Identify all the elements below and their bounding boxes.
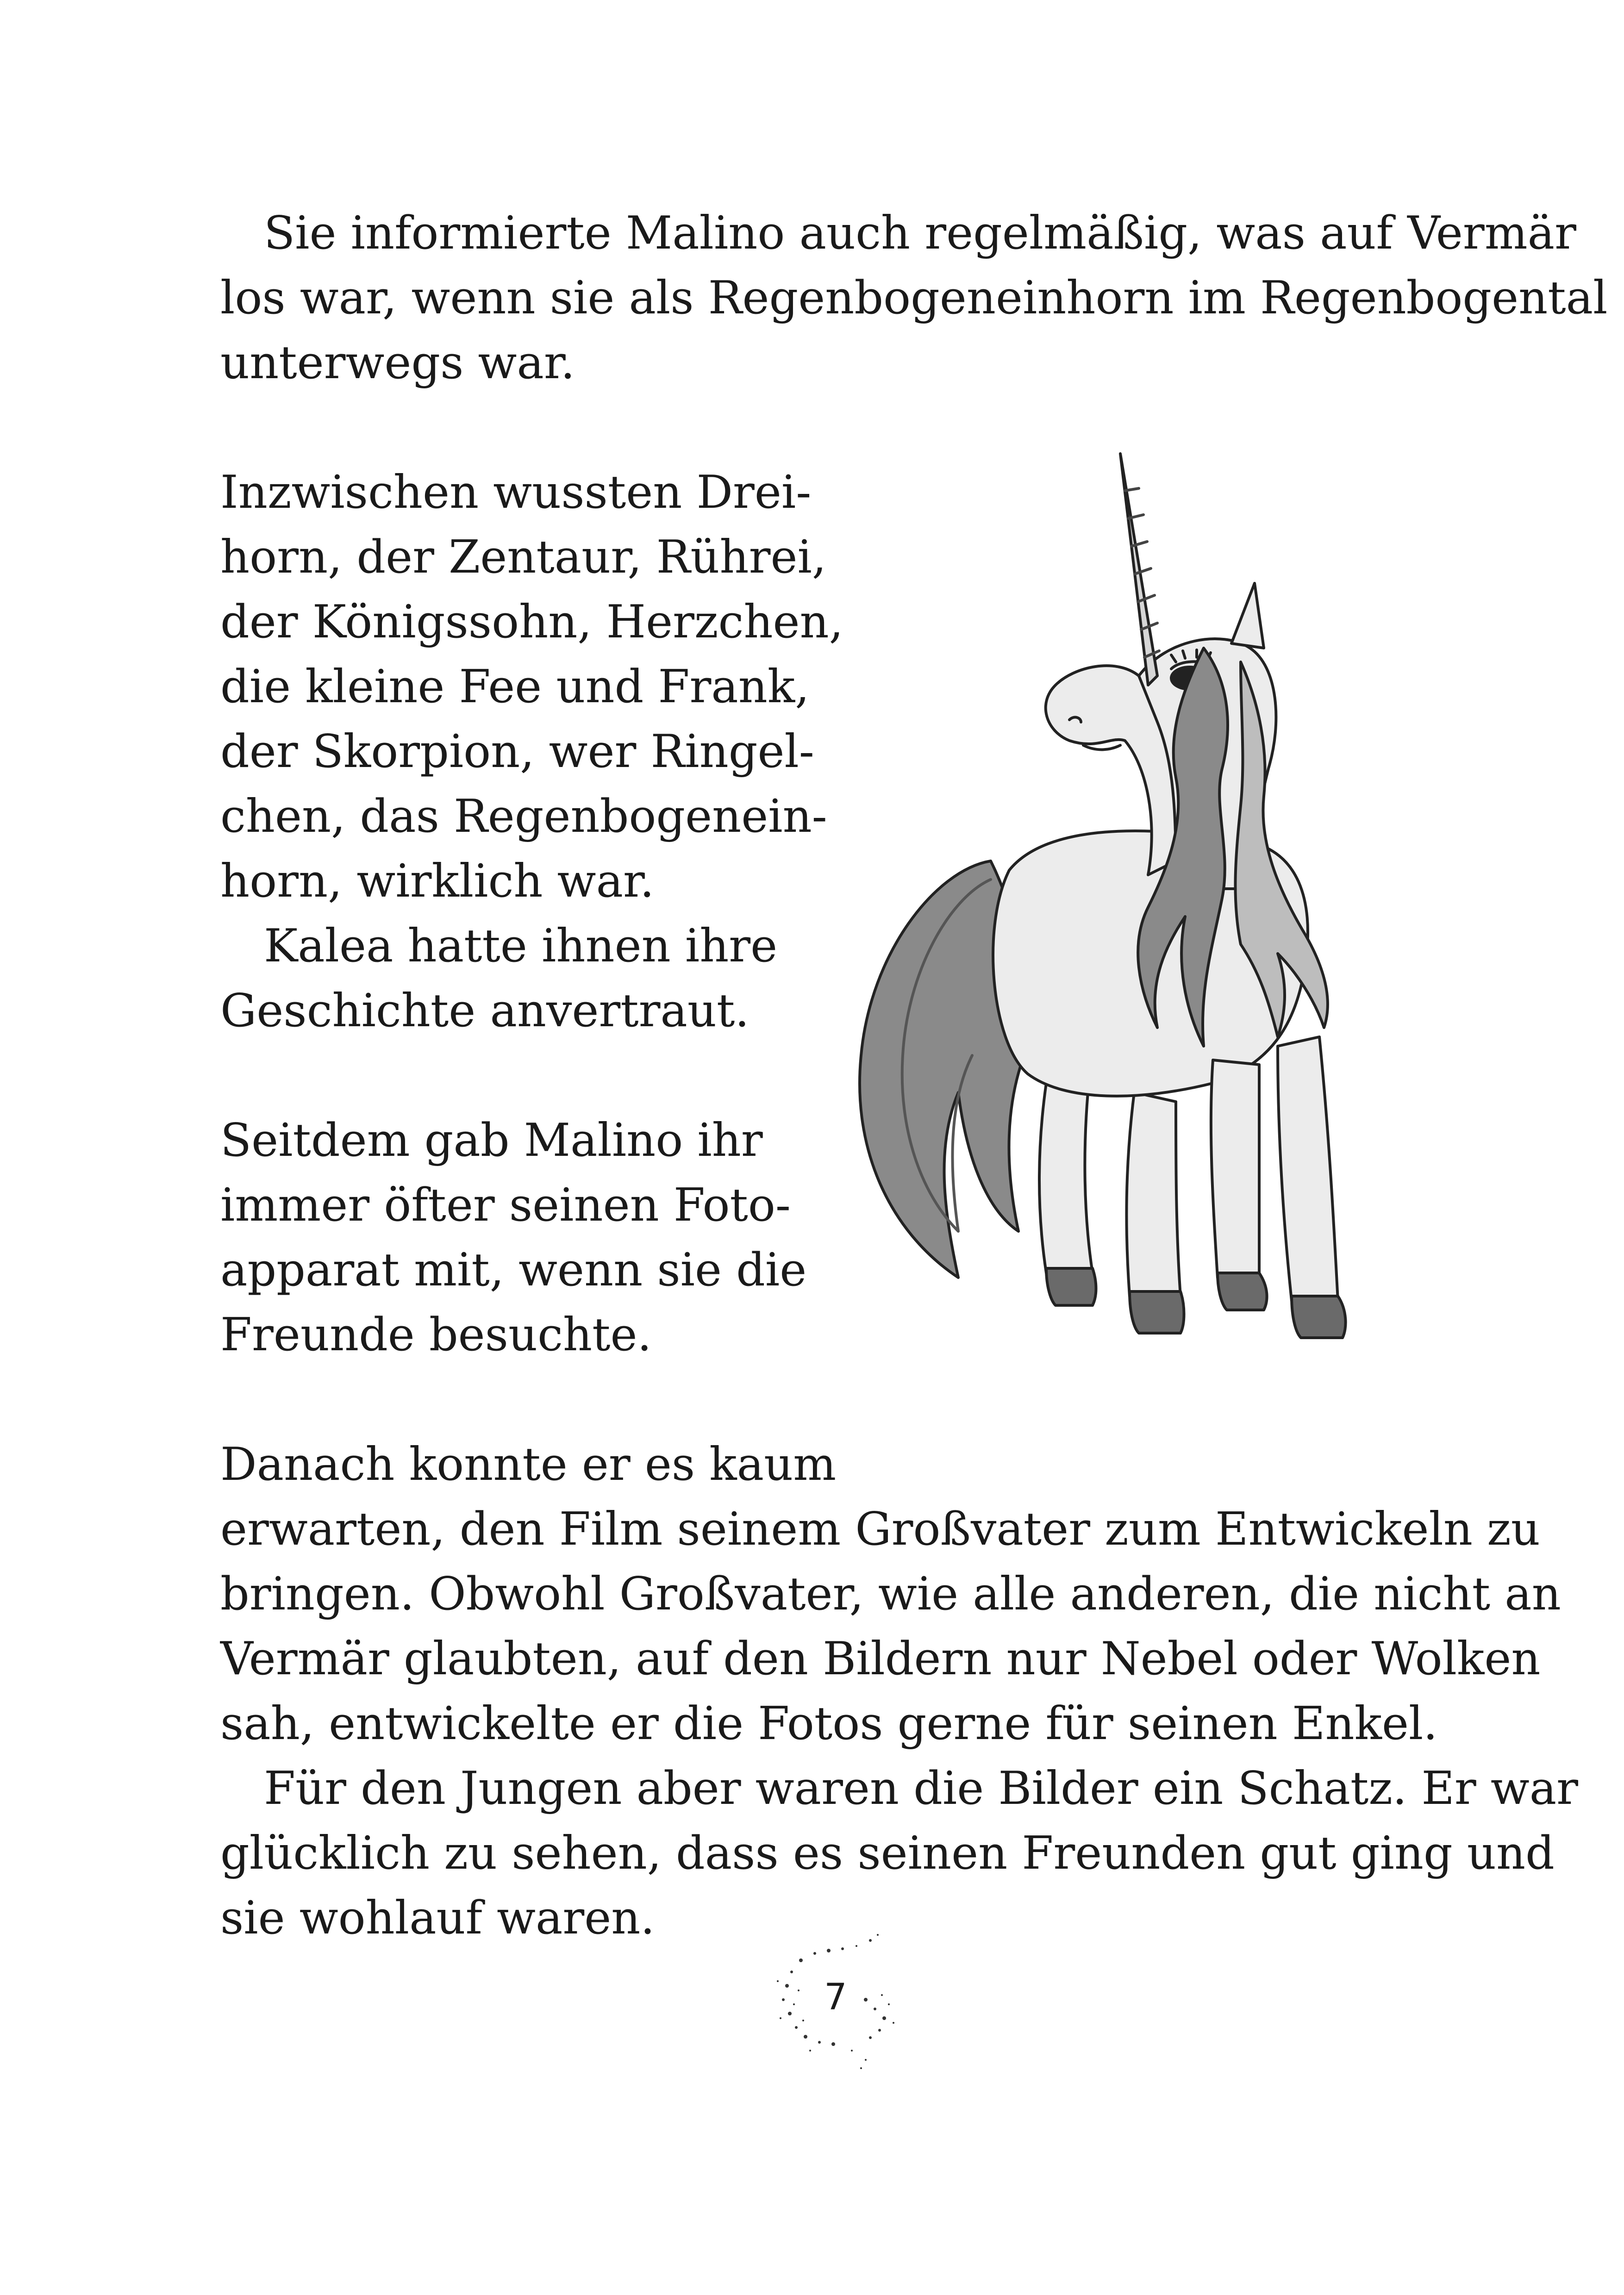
text-line: bringen. Obwohl Großvater, wie alle anderen, die nicht an: [220, 1568, 1561, 1621]
text-line: Inzwischen wussten Drei-: [220, 466, 812, 519]
text-line: Vermär glaubten, auf den Bildern nur Nebel oder Wolken: [220, 1633, 1541, 1685]
text-line: der Skorpion, wer Ringel-: [220, 725, 814, 778]
unicorn-illustration-icon: [852, 444, 1389, 1407]
text-line: Sie informierte Malino auch regelmäßig, was auf Vermär: [264, 207, 1576, 260]
text-line: apparat mit, wenn sie die: [220, 1244, 807, 1297]
text-line: immer öfter seinen Foto-: [220, 1179, 791, 1232]
text-line: die kleine Fee und Frank,: [220, 661, 810, 713]
text-line: Für den Jungen aber waren die Bilder ein Schatz. Er war: [264, 1762, 1579, 1815]
text-line: horn, wirklich war.: [220, 855, 655, 908]
text-line: glücklich zu sehen, dass es seinen Freunden gut ging und: [220, 1827, 1555, 1880]
text-line: unterwegs war.: [220, 337, 575, 389]
text-line: horn, der Zentaur, Rührei,: [220, 531, 826, 584]
text-line: Kalea hatte ihnen ihre: [264, 920, 778, 973]
text-line: chen, das Regenbogenein-: [220, 790, 827, 843]
text-line: sah, entwickelte er die Fotos gerne für seinen Enkel.: [220, 1697, 1438, 1750]
text-line: Danach konnte er es kaum: [220, 1438, 837, 1491]
text-line: Seitdem gab Malino ihr: [220, 1114, 763, 1167]
text-line: Freunde besuchte.: [220, 1309, 652, 1361]
text-line: erwarten, den Film seinem Großvater zum Entwickeln zu: [220, 1503, 1540, 1556]
text-line: der Königssohn, Herzchen,: [220, 596, 843, 649]
page-number-ornament: [759, 1921, 912, 2074]
text-line: los war, wenn sie als Regenbogeneinhorn im Regenbogental: [220, 272, 1608, 324]
text-line: Geschichte anvertraut.: [220, 985, 750, 1037]
text-line: sie wohlauf waren.: [220, 1892, 655, 1945]
page-number: 7: [824, 1977, 847, 2018]
